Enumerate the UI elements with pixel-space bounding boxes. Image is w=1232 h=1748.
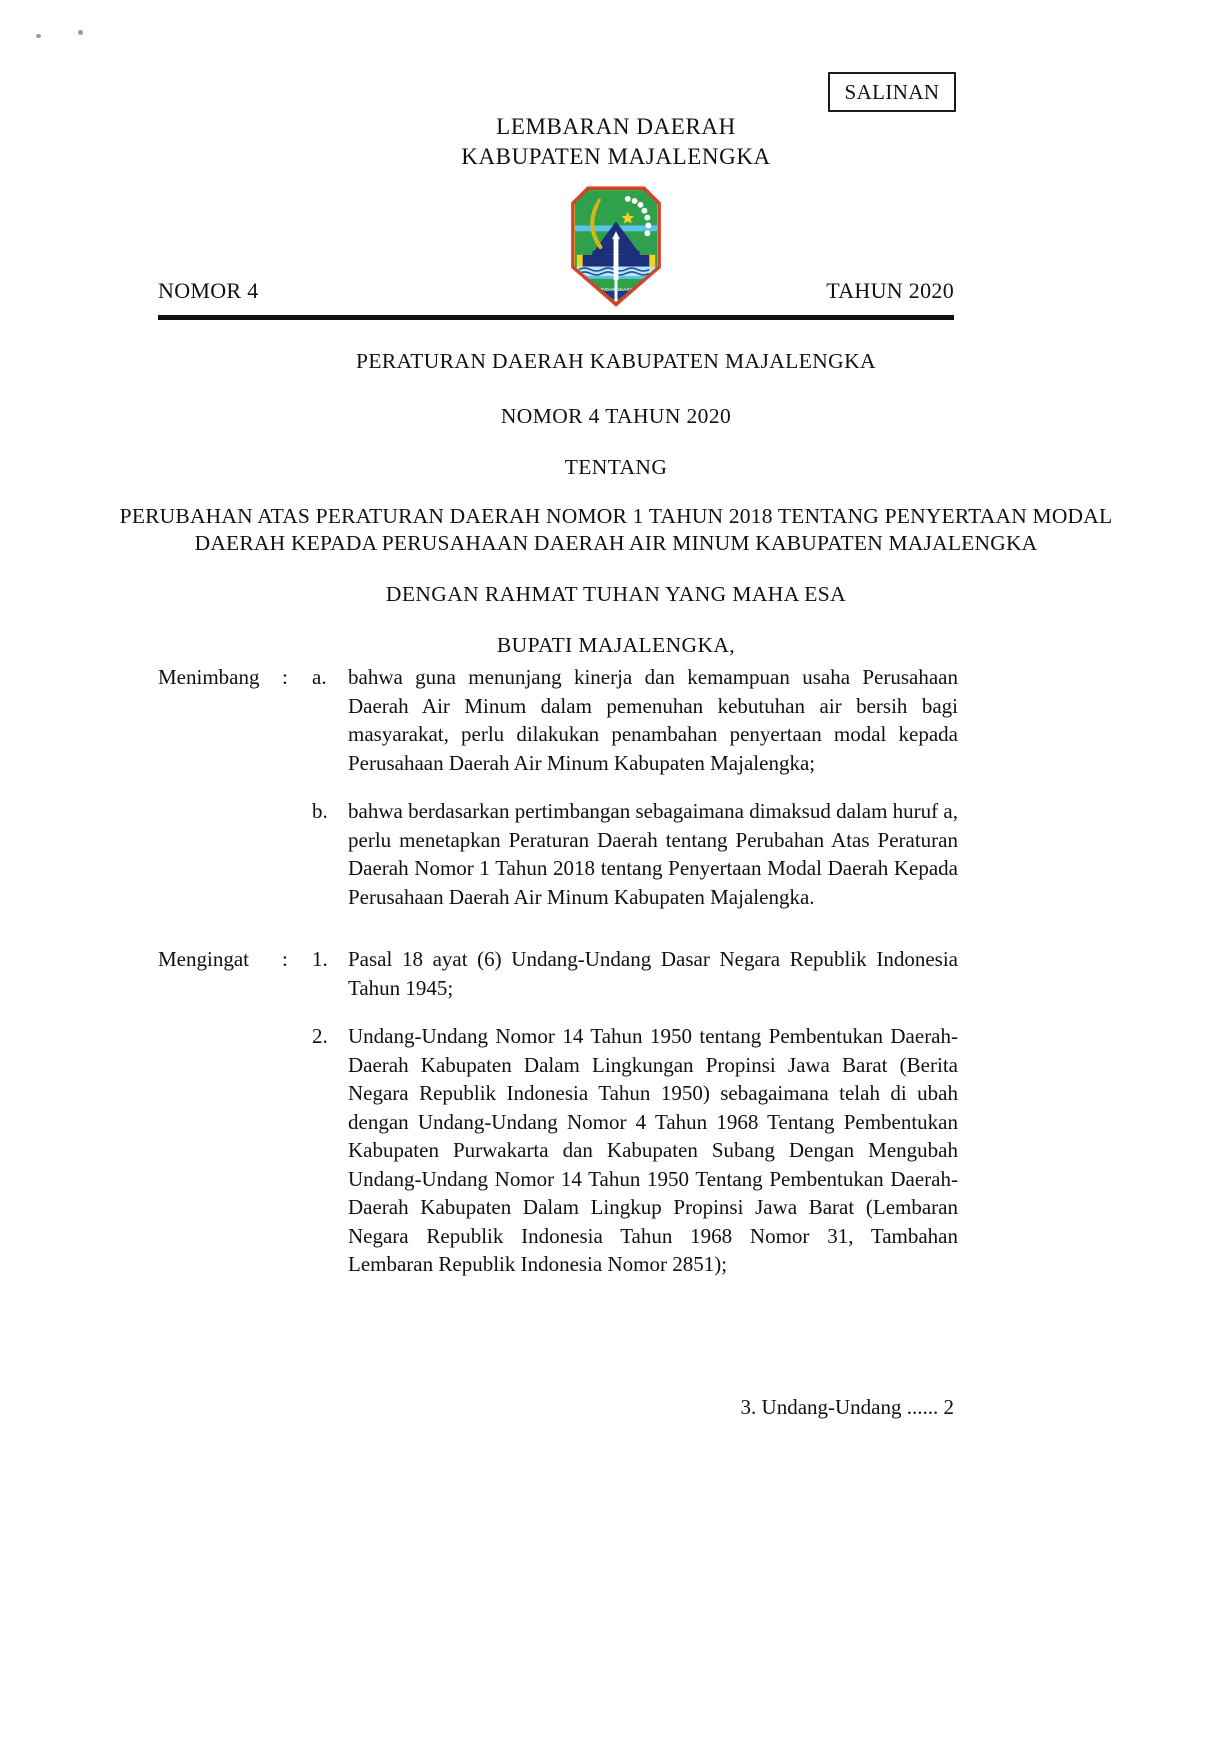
clause-text: Pasal 18 ayat (6) Undang-Undang Dasar Negara Republik Indonesia Tahun 1945; — [348, 947, 958, 1000]
scan-speckle — [78, 30, 83, 35]
clause-marker: a. — [312, 665, 327, 689]
regulation-number: NOMOR 4 TAHUN 2020 — [500, 404, 732, 428]
nomor-tahun-row — [158, 278, 954, 304]
regulation-heading: PERATURAN DAERAH KABUPATEN MAJALENGKA — [356, 349, 876, 373]
clause-group-mengingat — [158, 945, 958, 1279]
clause-group-menimbang — [158, 663, 958, 911]
tahun-label: TAHUN 2020 — [826, 278, 954, 303]
header-divider-rule — [158, 315, 954, 320]
official-title: BUPATI MAJALENGKA, — [496, 633, 736, 657]
clause-colon: : — [282, 947, 288, 971]
clause-item — [312, 663, 958, 777]
clause-label: Mengingat — [158, 947, 249, 971]
scan-speckle — [36, 34, 41, 38]
clause-marker: 1. — [312, 947, 328, 971]
page-continuation-footer: 3. Undang-Undang ...... 2 — [740, 1395, 954, 1419]
clause-items — [312, 945, 958, 1279]
salinan-stamp — [828, 72, 956, 112]
clause-text: bahwa berdasarkan pertimbangan sebagaimana dimaksud dalam huruf a, perlu menetapkan Peraturan Daerah tentang Perubahan Atas Peraturan Daerah Nomor 1 Tahun 2018 tentang Penyertaan Modal Daerah Kepada Perusahaan Daerah Air Minum Kabupaten Majalengka. — [348, 799, 958, 909]
clause-items — [312, 663, 958, 911]
clause-marker: b. — [312, 799, 328, 823]
masthead — [0, 112, 1232, 172]
clause-item — [312, 797, 958, 911]
salinan-label: SALINAN — [844, 79, 940, 104]
clause-label: Menimbang — [158, 665, 260, 689]
clause-colon: : — [282, 665, 288, 689]
clause-text: bahwa guna menunjang kinerja dan kemampuan usaha Perusahaan Daerah Air Minum dalam pemenuhan kebutuhan air bersih bagi masyarakat, perlu dilakukan penambahan penyertaan modal kepada Perusahaan Daerah Air Minum Kabupaten Majalengka; — [348, 665, 958, 775]
blessing-line: DENGAN RAHMAT TUHAN YANG MAHA ESA — [385, 582, 847, 606]
clause-item — [312, 945, 958, 1002]
tentang-label: TENTANG — [564, 455, 668, 479]
masthead-line-1: LEMBARAN DAERAH — [496, 114, 736, 139]
regulation-subject: PERUBAHAN ATAS PERATURAN DAERAH NOMOR 1 TAHUN 2018 TENTANG PENYERTAAN MODAL DAERAH KEPADA PERUSAHAAN DAERAH AIR MINUM KABUPATEN MAJALENGKA — [119, 504, 1113, 555]
clause-text: Undang-Undang Nomor 14 Tahun 1950 tentang Pembentukan Daerah-Daerah Kabupaten Dalam Lingkungan Propinsi Jawa Barat (Berita Negara Republik Indonesia Tahun 1950) sebagaimana telah di ubah dengan Undang-Undang Nomor 4 Tahun 1968 Tentang Pembentukan Kabupaten Purwakarta dan Kabupaten Subang Dengan Mengubah Undang-Undang Nomor 14 Tahun 1950 Tentang Pembentukan Daerah-Daerah Kabupaten Dalam Lingkup Propinsi Jawa Barat (Lembaran Negara Republik Indonesia Tahun 1968 Nomor 31, Tambahan Lembaran Republik Indonesia Nomor 2851); — [348, 1024, 958, 1276]
clause-item — [312, 1022, 958, 1279]
nomor-label: NOMOR 4 — [158, 278, 259, 303]
masthead-line-2: KABUPATEN MAJALENGKA — [461, 144, 771, 169]
title-block — [116, 348, 1116, 659]
clause-list — [158, 663, 958, 1279]
clause-marker: 2. — [312, 1024, 328, 1048]
